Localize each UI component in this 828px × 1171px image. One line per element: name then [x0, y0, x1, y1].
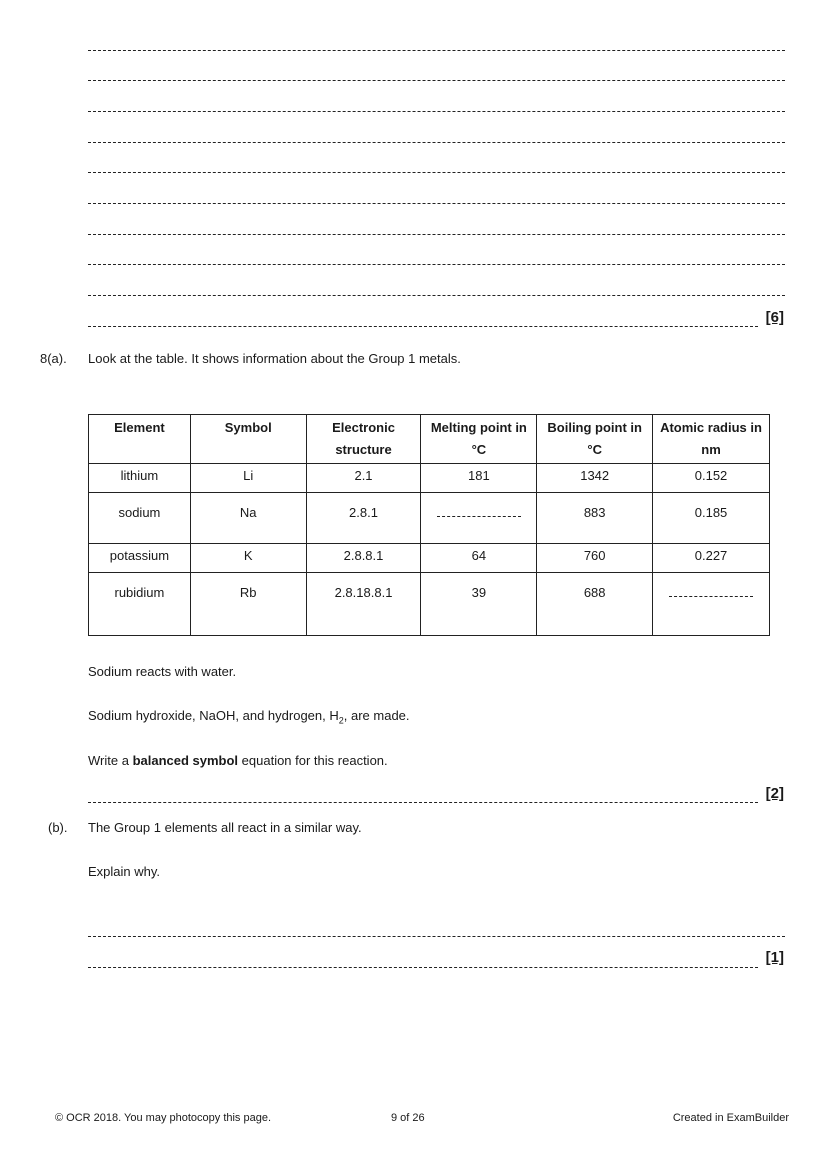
cell-structure: 2.1	[306, 464, 421, 493]
answer-line[interactable]	[88, 80, 785, 81]
answer-line[interactable]	[88, 967, 758, 968]
footer-copyright: © OCR 2018. You may photocopy this page.	[55, 1112, 272, 1124]
cell-boiling: 688	[537, 573, 653, 636]
table-row	[89, 573, 770, 636]
statement-products: Sodium hydroxide, NaOH, and hydrogen, $H_2$, are made.	[88, 708, 410, 726]
marks-label: [1]	[765, 949, 784, 966]
table-header-row	[89, 415, 770, 464]
footer-created: Created in ExamBuilder	[672, 1112, 789, 1124]
question-text: Look at the table. It shows information about the Group 1 metals.	[88, 351, 461, 366]
table-row	[89, 544, 770, 573]
statement-reaction: Sodium reacts with water.	[88, 664, 237, 679]
cell-structure: 2.8.1	[306, 493, 421, 544]
answer-line[interactable]	[88, 802, 758, 803]
cell-radius: 0.185	[653, 493, 770, 544]
cell-element: lithium	[89, 464, 191, 493]
table-row	[89, 493, 770, 544]
answer-line[interactable]	[88, 203, 785, 204]
table-row	[89, 464, 770, 493]
cell-structure: 2.8.8.1	[306, 544, 421, 573]
cell-boiling: 760	[537, 544, 653, 573]
header-element: Element	[89, 415, 191, 464]
marks-label: [6]	[765, 309, 784, 326]
cell-symbol: Na	[190, 493, 306, 544]
cell-symbol: K	[190, 544, 306, 573]
header-structure: Electronic structure	[306, 415, 421, 464]
cell-element: rubidium	[89, 573, 191, 636]
footer-page-number: 9 of 26	[391, 1112, 425, 1124]
instruction-equation: Write a balanced symbol equation for this reaction.	[88, 753, 388, 768]
marks-label: [2]	[765, 785, 784, 802]
header-symbol: Symbol	[190, 415, 306, 464]
cell-boiling: 1342	[537, 464, 653, 493]
question-number: 8(a).	[40, 351, 67, 366]
cell-symbol: Li	[190, 464, 306, 493]
cell-melting-blank[interactable]	[421, 493, 537, 544]
cell-structure: 2.8.18.8.1	[306, 573, 421, 636]
cell-boiling: 883	[537, 493, 653, 544]
answer-line[interactable]	[88, 326, 758, 327]
answer-line[interactable]	[88, 172, 785, 173]
answer-line[interactable]	[88, 111, 785, 112]
cell-radius-blank[interactable]	[653, 573, 770, 636]
answer-line[interactable]	[88, 264, 785, 265]
cell-radius: 0.152	[653, 464, 770, 493]
cell-symbol: Rb	[190, 573, 306, 636]
cell-melting: 39	[421, 573, 537, 636]
cell-melting: 181	[421, 464, 537, 493]
answer-line[interactable]	[88, 936, 785, 937]
answer-line[interactable]	[88, 295, 785, 296]
cell-radius: 0.227	[653, 544, 770, 573]
header-boiling: Boiling point in °C	[537, 415, 653, 464]
instruction-explain: Explain why.	[88, 864, 161, 879]
group1-table	[88, 414, 770, 636]
answer-blank[interactable]	[669, 596, 753, 597]
answer-line[interactable]	[88, 50, 785, 51]
header-radius: Atomic radius in nm	[653, 415, 770, 464]
cell-element: potassium	[89, 544, 191, 573]
answer-line[interactable]	[88, 142, 785, 143]
question-text: The Group 1 elements all react in a similar way.	[88, 820, 362, 835]
answer-line[interactable]	[88, 234, 785, 235]
cell-melting: 64	[421, 544, 537, 573]
header-melting: Melting point in °C	[421, 415, 537, 464]
cell-element: sodium	[89, 493, 191, 544]
answer-blank[interactable]	[437, 516, 521, 517]
question-number: (b).	[48, 820, 68, 835]
